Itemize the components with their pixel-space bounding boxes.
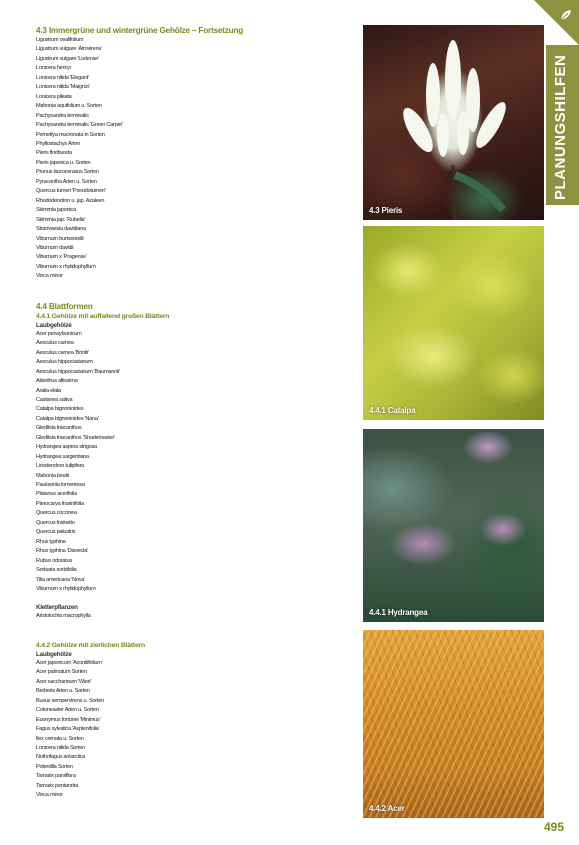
plant-name: Acer pensylvanicum (36, 330, 82, 337)
plant-name: Viburnum x 'Pragense' (36, 254, 87, 261)
plant-name: Ligustrum vulgare 'Atrovirens' (36, 46, 102, 53)
subsection-title-4-4-2: 4.4.2 Gehölze mit zierlichen Blättern (36, 641, 145, 649)
plant-name: Catalpa bignonioides 'Nana' (36, 415, 99, 422)
plant-name: Vinca minor (36, 792, 63, 799)
group-label-laubgehoelze: Laubgehölze (36, 321, 72, 329)
plant-name: Aralia elata (36, 387, 61, 394)
group-label-kletterpflanzen: Kletterpflanzen (36, 604, 78, 612)
plant-name: Aesculus hippocastanum 'Baumannii' (36, 368, 120, 375)
group-label-laubgehoelze-2: Laubgehölze (36, 650, 72, 658)
plant-name: Tamarix parviflora (36, 773, 76, 780)
plant-name: Aesculus carnea 'Briotii' (36, 349, 89, 356)
section-tab-label: PLANUNGSHILFEN (552, 54, 569, 200)
plant-name: Lonicera nitida 'Elegant' (36, 74, 89, 81)
photo-pieris (363, 25, 544, 220)
plant-name: Tilia americana 'Nova' (36, 576, 85, 583)
plant-name: Mahonia aquifolium u. Sorten (36, 103, 102, 110)
section-title-4-3: 4.3 Immergrüne und wintergrüne Gehölze – Fortsetzung (36, 26, 244, 35)
photo-hydrangea (363, 429, 544, 622)
plant-name: Potentilla Sorten (36, 763, 73, 770)
corner-tab (534, 0, 579, 45)
plant-name: Pachysandra terminalis 'Green Carpet' (36, 122, 123, 129)
plant-list-4-3 (36, 36, 356, 282)
plant-name: Cotoneaster Arten u. Sorten (36, 707, 99, 714)
plant-name: Pieris floribunda (36, 150, 72, 157)
plant-name: Lonicera pileata (36, 93, 72, 100)
plant-name: Sorbaria sorbifolia (36, 567, 77, 574)
plant-name: Stranvaesia davidiana (36, 226, 86, 233)
plant-name: Paulownia tomentosa (36, 482, 85, 489)
plant-name: Aesculus carnea (36, 340, 74, 347)
photo-catalpa (363, 226, 544, 420)
plant-name: Viburnum burkwoodii (36, 235, 84, 242)
photo-acer (363, 630, 544, 818)
plant-name: Quercus coccinea (36, 510, 77, 517)
plant-name: Quercus turneri 'Pseudoturneri' (36, 188, 106, 195)
plant-name: Ligustrum vulgare 'Lodense' (36, 55, 99, 62)
plant-name: Lonicera nitida 'Maigrün' (36, 84, 91, 91)
plant-name: Rhus typhina (36, 538, 66, 545)
plant-name: Quercus frainetto (36, 519, 75, 526)
photo-caption: 4.4.2 Acer (369, 804, 405, 813)
plant-name: Acer japonicum 'Aconitifolium' (36, 659, 103, 666)
plant-name: Pernettya mucronata in Sorten (36, 131, 105, 138)
plant-name: Skimmia jap. 'Rubella' (36, 216, 86, 223)
plant-name: Prunus laurocerasus Sorten (36, 169, 99, 176)
plant-name: Nothofagus antarctica (36, 754, 86, 761)
plant-name: Tamarix pentandra (36, 782, 79, 789)
plant-name: Castanea sativa (36, 396, 73, 403)
plant-name: Lonicera henryi (36, 65, 71, 72)
plant-name: Ligustrum ovalifolium (36, 37, 84, 43)
plant-name: Vinca minor (36, 273, 63, 280)
plant-name: Aristolochia macrophylla (36, 613, 91, 620)
plant-name: Aesculus hippocastanum (36, 359, 93, 366)
plant-name: Liriodendron tulipifera (36, 463, 85, 470)
plant-name: Skimmia japonica (36, 207, 76, 214)
plant-name: Fagus sylvatica 'Asplenifolia' (36, 726, 100, 733)
plant-name: Buxus sempervirens u. Sorten (36, 697, 104, 704)
plant-name: Berberis Arten u. Sorten (36, 688, 90, 695)
plant-list-4-4-2 (36, 659, 356, 801)
plant-list-kletterpflanzen (36, 612, 356, 621)
plant-name: Pieris japonica u. Sorten (36, 159, 91, 166)
plant-name: Mahonia bealii (36, 472, 69, 479)
plant-name: Phyllostachys Arten (36, 140, 81, 147)
leaf-icon (559, 8, 573, 22)
plant-name: Pyracantha Arten u. Sorten (36, 178, 97, 185)
photo-caption: 4.4.1 Catalpa (369, 406, 416, 415)
pieris-flower-illustration (363, 25, 544, 220)
plant-name: Acer saccharinum 'Wieri' (36, 678, 92, 685)
plant-list-4-4-1 (36, 330, 356, 595)
photo-caption: 4.4.1 Hydrangea (369, 608, 428, 617)
plant-name: Rhus typhina 'Dissecta' (36, 548, 89, 555)
plant-name: Acer palmatum Sorten (36, 669, 87, 676)
subsection-title-4-4-1: 4.4.1 Gehölze mit auffallend großen Blättern (36, 312, 170, 320)
plant-name: Gleditsia triacanthos 'Shademaster' (36, 434, 115, 441)
plant-name: Hydrangea sargentiana (36, 453, 89, 460)
plant-name: Platanus acerifolia (36, 491, 77, 498)
plant-name: Lonicera nitida Sorten (36, 745, 85, 751)
photo-caption: 4.3 Pieris (369, 206, 403, 215)
plant-name: Rhododendron u. jap. Azaleen (36, 197, 105, 204)
plant-name: Catalpa bignonioides (36, 406, 84, 413)
plant-name: Pterocarya fraxinifolia (36, 500, 85, 507)
plant-name: Ailanthus altissima (36, 378, 78, 385)
plant-name: Ilex crenata u. Sorten (36, 735, 84, 742)
plant-name: Hydrangea aspera strigosa (36, 444, 97, 451)
plant-name: Rubus odoratus (36, 557, 72, 564)
plant-name: Viburnum davidii (36, 244, 74, 251)
text-column (36, 26, 356, 801)
plant-name: Viburnum x rhytidophyllum (36, 263, 96, 270)
page-number: 495 (544, 820, 565, 834)
plant-name: Gleditsia triacanthos (36, 425, 82, 432)
plant-name: Quercus palustris (36, 529, 76, 536)
plant-name: Euonymus fortunei 'Minimus' (36, 716, 101, 723)
section-title-4-4: 4.4 Blattformen (36, 301, 93, 311)
plant-name: Pachysandra terminalis (36, 112, 89, 119)
plant-name: Viburnum x rhytidophyllum (36, 586, 96, 593)
